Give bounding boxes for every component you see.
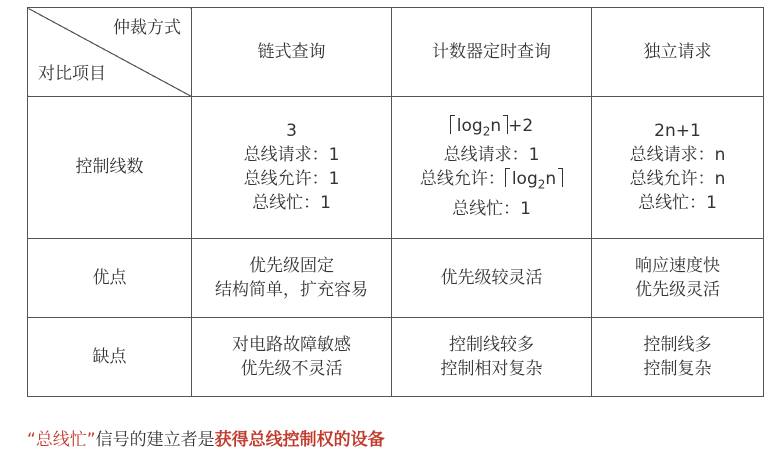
cell-text: 优先级较灵活	[440, 267, 543, 288]
cell-text: 总线允许：1	[243, 169, 340, 190]
ceil-left-bracket	[505, 168, 510, 187]
footnote	[27, 425, 385, 450]
formula-tail: +2	[508, 116, 534, 136]
log-arg: n	[545, 169, 557, 190]
cell-text: 优先级不灵活	[240, 358, 343, 379]
cell-text: 控制相对复杂	[440, 358, 543, 379]
log-base: 2	[537, 177, 546, 192]
formula-line	[392, 167, 591, 196]
table-row	[28, 97, 764, 238]
cell-text: 结构简单，扩充容易	[215, 279, 368, 300]
cell-text: 总线允许：	[419, 169, 505, 190]
row-label: 控制线数	[28, 97, 192, 238]
cell-text: 3	[286, 121, 297, 142]
cell-counter-lines	[392, 97, 592, 238]
cell-text: 优先级灵活	[635, 279, 720, 300]
cell-chain-disadvantages	[192, 317, 392, 396]
cell-text: 控制线较多	[449, 334, 534, 355]
cell-text: 优先级固定	[249, 255, 334, 276]
diagonal-header-cell	[28, 8, 192, 97]
cell-text: 2n+1	[654, 121, 701, 142]
cell-text: 对电路故障敏感	[232, 334, 351, 355]
cell-counter-disadvantages	[392, 317, 592, 396]
col-header-counter: 计数器定时查询	[392, 8, 592, 97]
header-comparison-label: 对比项目	[38, 64, 106, 85]
cell-text: 总线忙：1	[252, 193, 331, 214]
table-row	[28, 238, 764, 317]
cell-text: 总线请求：1	[243, 145, 340, 166]
cell-text: 总线忙：1	[452, 198, 531, 219]
header-arbitration-label: 仲裁方式	[113, 18, 181, 38]
comparison-table	[27, 7, 764, 397]
col-header-independent: 独立请求	[592, 8, 764, 97]
cell-independent-disadvantages	[592, 317, 764, 396]
footnote-quoted-term: “总线忙”	[27, 430, 96, 450]
cell-text: 控制复杂	[643, 358, 712, 379]
col-header-chain: 链式查询	[192, 8, 392, 97]
cell-text: 控制线多	[643, 334, 712, 355]
log-text: log	[456, 116, 483, 136]
footnote-highlight: 获得总线控制权的设备	[214, 430, 385, 450]
row-label: 优点	[28, 238, 192, 317]
formula-line	[392, 114, 591, 143]
table-header-row	[28, 8, 764, 97]
cell-chain-advantages	[192, 238, 392, 317]
cell-text: 总线允许：n	[629, 169, 726, 190]
cell-chain-lines	[192, 97, 392, 238]
row-label: 缺点	[28, 317, 192, 396]
log-base: 2	[482, 124, 491, 139]
cell-text: 总线请求：1	[443, 145, 540, 166]
ceil-left-bracket	[450, 115, 455, 134]
cell-counter-advantages	[392, 238, 592, 317]
cell-text: 总线请求：n	[629, 145, 726, 166]
cell-text: 总线忙：1	[638, 193, 717, 214]
log-text: log	[511, 169, 538, 190]
cell-text: 响应速度快	[635, 255, 720, 276]
table-row	[28, 317, 764, 396]
cell-independent-lines	[592, 97, 764, 238]
log-arg: n	[490, 116, 502, 136]
ceil-right-bracket	[558, 168, 563, 187]
footnote-text: 信号的建立者是	[95, 430, 215, 450]
cell-independent-advantages	[592, 238, 764, 317]
